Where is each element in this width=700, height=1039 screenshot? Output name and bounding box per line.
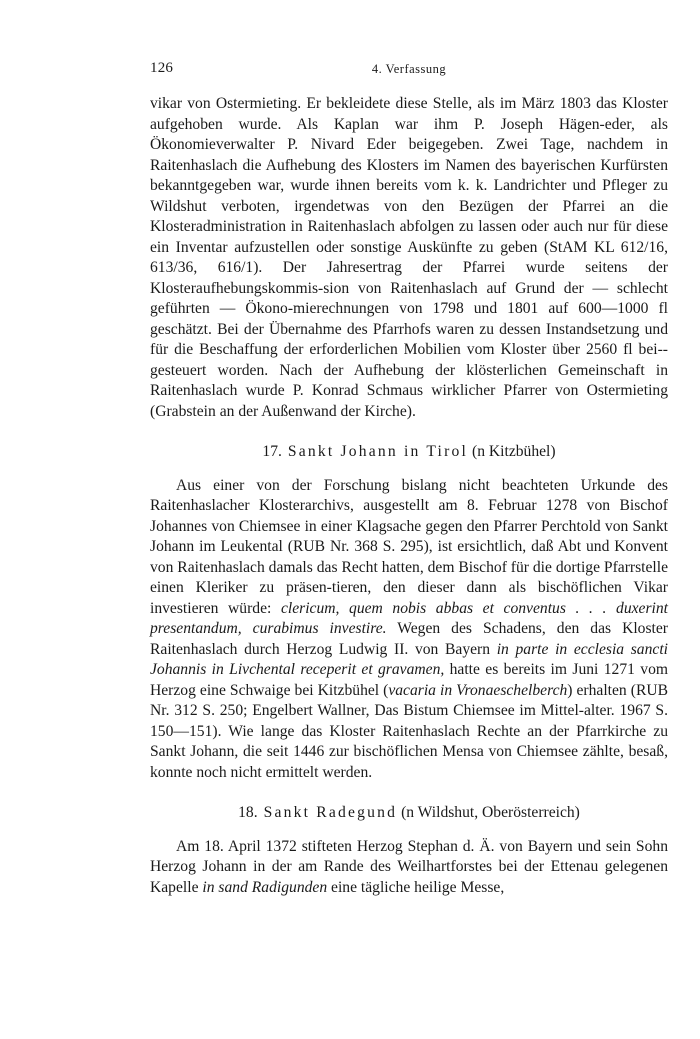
section-heading-17 (150, 442, 668, 463)
latin-quote: vacaria in Vronaeschelberch (388, 681, 568, 699)
latin-quote: clericum, quem nobis abbas et conventus . . . duxerint presentandum, curabimus investire. (150, 599, 669, 637)
section-location: (n Kitzbühel) (472, 443, 556, 460)
text-run: Wegen des Schadens, den das Kloster Raitenhaslach durch Herzog Ludwig II. von Bayern (150, 620, 668, 658)
section-number: 17. (262, 443, 282, 460)
page-number: 126 (150, 60, 174, 76)
text-run: Am 18. April 1372 stifteten Herzog Stephan d. Ä. von Bayern und sein Sohn Herzog Johann in der am Rande des Weilhartforstes bei der Ettenau gelegenen Kapelle (150, 837, 668, 896)
section-heading-18 (150, 803, 668, 824)
text-run: eine tägliche heilige Messe, (327, 878, 505, 896)
latin-quote: in parte in ecclesia sancti Johannis in Livchental receperit et gravamen, (150, 640, 668, 678)
text-run: ) erhalten (RUB Nr. 312 S. 250; Engelbert Wallner, Das Bistum Chiemsee im Mittel-alter. 1967 S. 150—151). Wie lange das Kloster Raitenhaslach Rechte an der Pfarrkirche zu Sankt Johann, die seit 1446 zur bischöflichen Mensa von Chiemsee zählte, besaß, konnte noch nicht ermittelt werden. (150, 681, 669, 781)
text-run: Aus einer von der Forschung bislang nicht beachteten Urkunde des Raitenhaslacher Klosterarchivs, ausgestellt am 8. Februar 1278 von Bischof Johannes von Chiemsee in einer Klagsache gegen den Pfarrer Perchtold von Sankt Johann im Leukental (RUB Nr. 368 S. 295), ist ersichtlich, daß Abt und Konvent von Raitenhaslach damals das Recht hatten, dem Bischof für die dortige Pfarrstelle einen Kleriker zu präsen-tieren, den dieser dann als bischöflichen Vikar investieren würde: (150, 476, 668, 617)
paragraph-ostermieting-continued: vikar von Ostermieting. Er bekleidete diese Stelle, als im März 1803 das Kloster aufgehoben wurde. Als Kaplan war ihm P. Joseph Hägen-eder, als Ökonomieverwalter P. Nivard Eder beigegeben. Zwei Tage, nachdem in Raitenhaslach die Aufhebung des Klosters im Namen des bayerischen Kurfürsten bekanntgegeben war, wurde ihnen bereits vom k. k. Landrichter und Pfleger zu Wildshut verboten, irgendetwas von den Bezügen der Pfarrei an die Klosteradministration in Raitenhaslach abfolgen zu lassen oder auch nur für diese ein Inventar aufzustellen oder sonstige Auskünfte zu geben (StAM KL 612/16, 613/36, 616/1). Der Jahresertrag der Pfarrei wurde seitens der Klosteraufhebungskommis-sion von Raitenhaslach auf Grund der — schlecht geführten — Ökono-mierechnungen von 1798 und 1801 auf 600—1000 fl geschätzt. Bei der Übernahme des Pfarrhofs waren zu dessen Instandsetzung und für die Beschaffung der erforderlichen Mobilien vom Kloster über 2560 fl bei-gesteuert worden. Nach der Aufhebung der klösterlichen Gemeinschaft in Raitenhaslach wurde P. Konrad Schmaus wirklicher Pfarrer von Ostermieting (Grabstein an der Außenwand der Kirche). (150, 95, 668, 420)
running-head (150, 60, 668, 82)
paragraph-sankt-radegund (150, 837, 668, 899)
section-title: Sankt Radegund (263, 804, 398, 821)
paragraph-sankt-johann (150, 476, 668, 784)
latin-quote: in sand Radigunden (202, 878, 328, 896)
section-location: (n Wildshut, Oberösterreich) (401, 804, 580, 821)
section-number: 18. (238, 804, 258, 821)
running-title: 4. Verfassung (371, 62, 447, 76)
text-run: hatte es bereits im Juni 1271 vom Herzog eine Schwaige bei Kitzbühel ( (150, 661, 668, 699)
section-title: Sankt Johann in Tirol (287, 443, 468, 460)
body-text (150, 94, 668, 898)
